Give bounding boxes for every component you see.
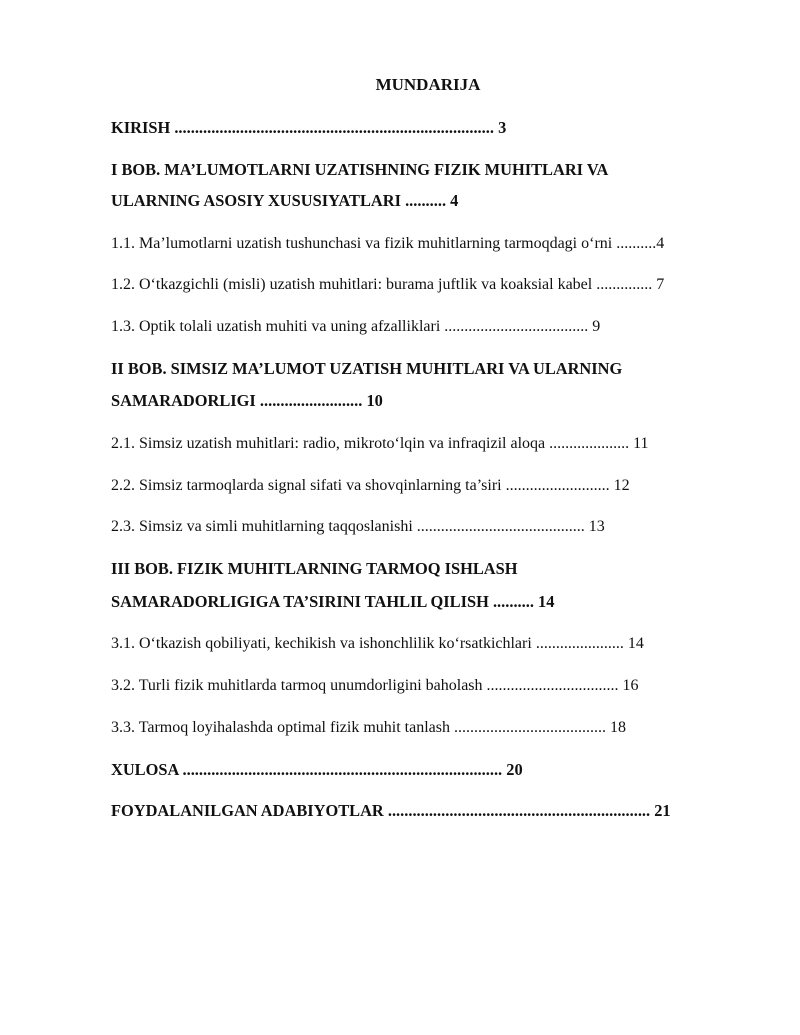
- toc-entry-dots: ..........: [492, 592, 534, 611]
- toc-entry-text: SAMARADORLIGIGA TA’SIRINI TAHLIL QILISH: [111, 592, 489, 611]
- toc-section-2-3: [111, 515, 605, 539]
- toc-entry-page: 9: [592, 318, 601, 335]
- toc-entry-text: 3.3. Tarmoq loyihalashda optimal fizik muhit tanlash: [111, 719, 450, 736]
- toc-entry-text: 1.3. Optik tolali uzatish muhiti va uning afzalliklari: [111, 318, 441, 335]
- toc-entry-page: 20: [506, 760, 523, 779]
- toc-entry-dots: .........................: [259, 391, 363, 410]
- toc-entry-page: 11: [633, 435, 649, 452]
- toc-entry-page: 4: [656, 235, 665, 252]
- toc-entry-adabiyotlar: [111, 799, 671, 823]
- toc-entry-dots: ......................: [535, 635, 624, 652]
- toc-entry-dots: ..........: [616, 235, 657, 252]
- toc-entry-dots: ....................: [549, 435, 630, 452]
- toc-chapter-3-line-1: [111, 557, 518, 581]
- toc-entry-dots: ..............................................................................: [174, 118, 494, 137]
- toc-entry-text: SAMARADORLIGI: [111, 391, 256, 410]
- toc-section-2-1: [111, 432, 649, 456]
- toc-entry-page: 16: [622, 677, 639, 694]
- toc-entry-page: 13: [588, 518, 605, 535]
- toc-section-3-2: [111, 674, 639, 698]
- toc-entry-dots: ....................................: [444, 318, 589, 335]
- toc-entry-page: 21: [654, 801, 671, 820]
- toc-entry-text: II BOB. SIMSIZ MA’LUMOT UZATISH MUHITLARI VA ULARNING: [111, 359, 623, 378]
- toc-entry-text: III BOB. FIZIK MUHITLARNING TARMOQ ISHLASH: [111, 559, 518, 578]
- toc-entry-dots: ......................................: [453, 719, 606, 736]
- toc-entry-text: XULOSA: [111, 760, 179, 779]
- toc-chapter-1-line-1: [111, 158, 608, 182]
- toc-entry-dots: .................................: [486, 677, 619, 694]
- toc-entry-text: 2.1. Simsiz uzatish muhitlari: radio, mikroto‘lqin va infraqizil aloqa: [111, 435, 546, 452]
- toc-entry-text: 2.3. Simsiz va simli muhitlarning taqqoslanishi: [111, 518, 413, 535]
- toc-entry-page: 3: [498, 118, 507, 137]
- toc-entry-text: ULARNING ASOSIY XUSUSIYATLARI: [111, 191, 401, 210]
- toc-entry-dots: ..........: [405, 191, 447, 210]
- toc-chapter-2-line-2: [111, 389, 383, 413]
- toc-entry-text: 2.2. Simsiz tarmoqlarda signal sifati va shovqinlarning ta’siri: [111, 477, 502, 494]
- toc-chapter-3-line-2: [111, 590, 554, 614]
- toc-entry-text: I BOB. MA’LUMOTLARNI UZATISHNING FIZIK MUHITLARI VA: [111, 160, 609, 179]
- toc-entry-page: 14: [538, 592, 555, 611]
- toc-entry-dots: ..............................................................................: [182, 760, 503, 779]
- toc-entry-dots: ................................................................: [387, 801, 651, 820]
- toc-chapter-1-line-2: [111, 189, 458, 213]
- toc-section-2-2: [111, 474, 630, 498]
- toc-entry-page: 7: [656, 276, 665, 293]
- toc-entry-page: 12: [613, 477, 630, 494]
- toc-entry-text: 1.1. Ma’lumotlarni uzatish tushunchasi va fizik muhitlarning tarmoqdagi o‘rni: [111, 235, 613, 252]
- toc-entry-xulosa: [111, 758, 523, 782]
- toc-section-1-2: [111, 273, 664, 297]
- toc-entry-page: 18: [609, 719, 626, 736]
- toc-entry-page: 4: [450, 191, 459, 210]
- toc-entry-text: 3.2. Turli fizik muhitlarda tarmoq unumdorligini baholash: [111, 677, 483, 694]
- toc-entry-dots: ..........................: [505, 477, 610, 494]
- toc-entry-text: FOYDALANILGAN ADABIYOTLAR: [111, 801, 384, 820]
- toc-entry-text: KIRISH: [111, 118, 171, 137]
- toc-entry-kirish: [111, 116, 506, 140]
- toc-section-1-3: [111, 315, 600, 339]
- toc-section-1-1: [111, 232, 664, 256]
- toc-entry-page: 10: [366, 391, 383, 410]
- toc-title: MUNDARIJA: [375, 75, 481, 94]
- toc-section-3-1: [111, 632, 644, 656]
- toc-entry-text: 1.2. O‘tkazgichli (misli) uzatish muhitlari: burama juftlik va koaksial kabel: [111, 276, 593, 293]
- toc-entry-text: 3.1. O‘tkazish qobiliyati, kechikish va ishonchlilik ko‘rsatkichlari: [111, 635, 532, 652]
- toc-entry-page: 14: [627, 635, 644, 652]
- toc-section-3-3: [111, 716, 626, 740]
- toc-entry-dots: ..............: [596, 276, 653, 293]
- toc-entry-dots: ..........................................: [416, 518, 585, 535]
- toc-chapter-2-line-1: [111, 357, 622, 381]
